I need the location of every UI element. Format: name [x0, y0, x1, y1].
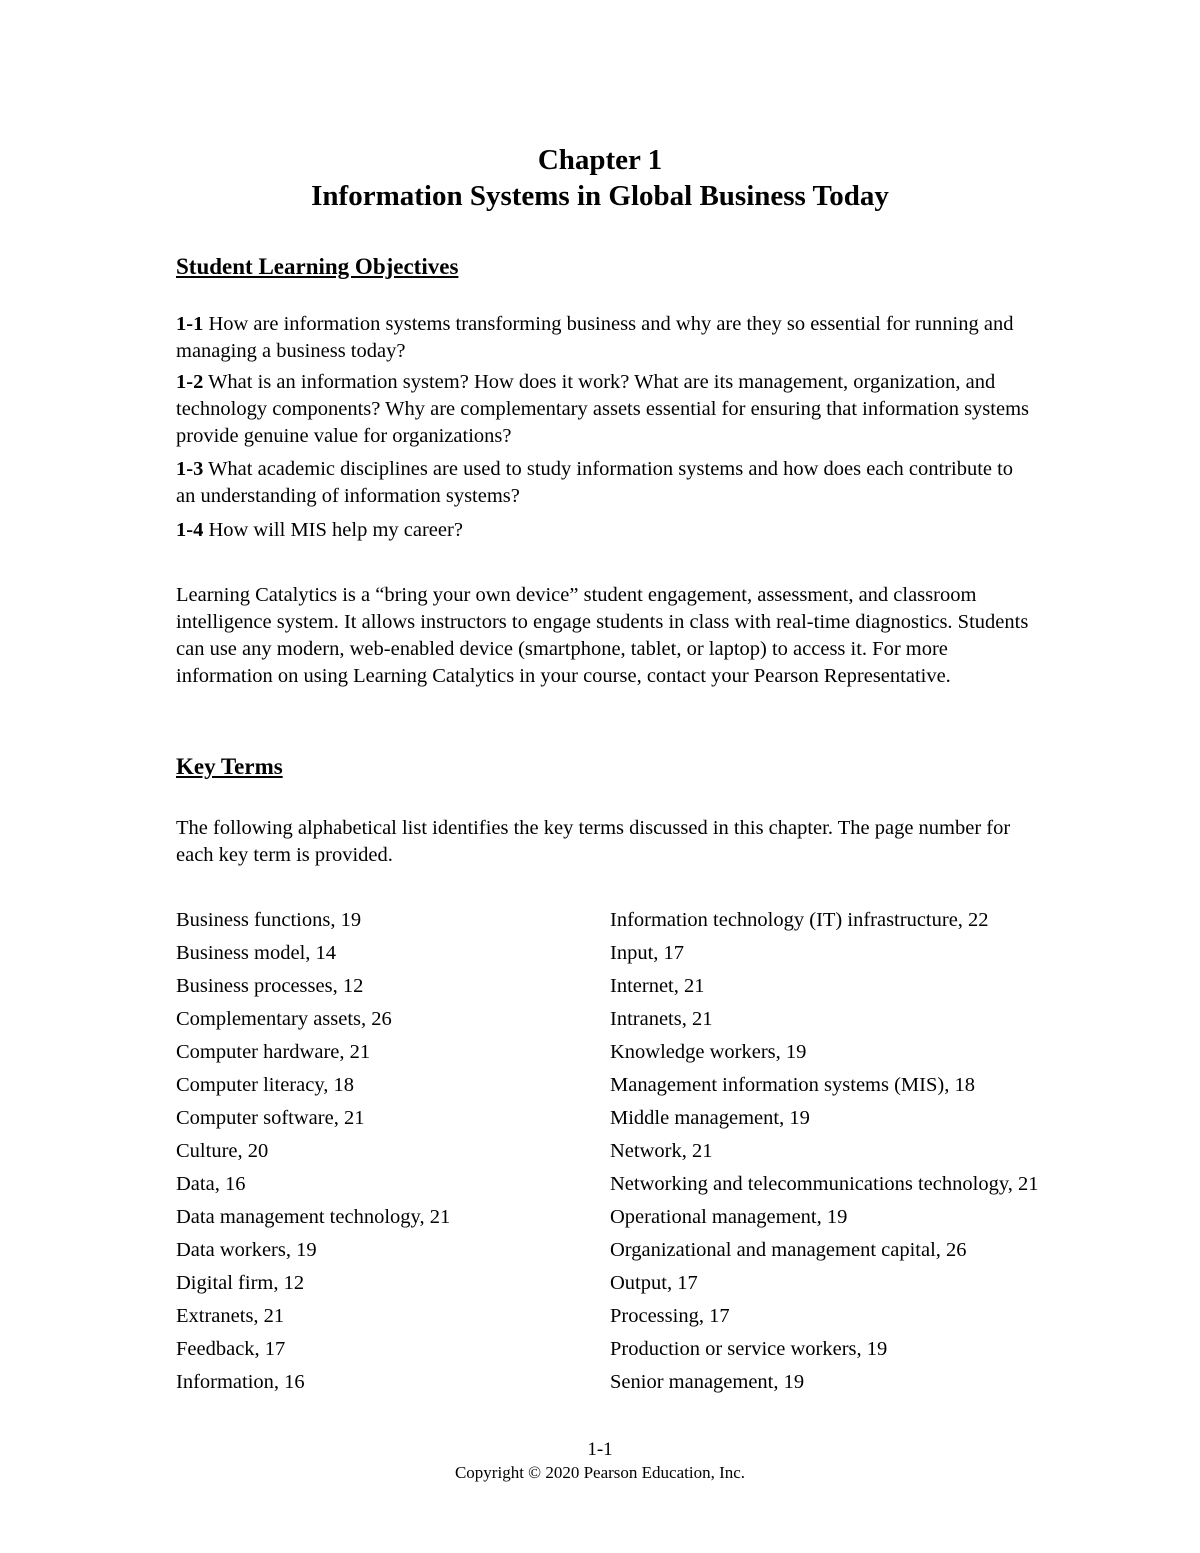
- objective-number: 1-1: [176, 313, 204, 335]
- objective-text: What academic disciplines are used to study information systems and how does each contribute to an understanding of information systems?: [176, 458, 1014, 507]
- key-terms-left-column: [176, 905, 450, 1400]
- key-term: Business model, 14: [176, 942, 337, 964]
- objective-number: 1-2: [176, 371, 204, 393]
- objective-3: [176, 456, 1036, 510]
- key-term: Processing, 17: [610, 1305, 730, 1327]
- key-term: Complementary assets, 26: [176, 1008, 392, 1030]
- chapter-title: Information Systems in Global Business Today: [311, 180, 889, 212]
- key-term: Input, 17: [610, 942, 685, 964]
- objective-text: How are information systems transforming business and why are they so essential for running and managing a business today?: [176, 313, 1014, 362]
- objective-2: [176, 369, 1036, 450]
- key-terms-intro: The following alphabetical list identifies the key terms discussed in this chapter. The page number for each key term is provided.: [176, 817, 1011, 866]
- chapter-number: Chapter 1: [537, 144, 663, 176]
- key-term: Information technology (IT) infrastructure, 22: [610, 909, 989, 931]
- objective-text: What is an information system? How does it work? What are its management, organization, and technology components? Why are complementary assets essential for ensuring that information systems provide genuine value for organizations?: [176, 371, 1030, 447]
- key-terms-heading: Key Terms: [176, 754, 283, 779]
- key-term: Data workers, 19: [176, 1239, 317, 1261]
- objective-4: [176, 517, 1036, 544]
- objective-number: 1-4: [176, 519, 204, 541]
- objectives-heading: Student Learning Objectives: [176, 254, 459, 279]
- key-term: Digital firm, 12: [176, 1272, 305, 1294]
- key-term: Computer literacy, 18: [176, 1074, 354, 1096]
- key-term: Network, 21: [610, 1140, 713, 1162]
- key-term: Business functions, 19: [176, 909, 362, 931]
- key-term: Intranets, 21: [610, 1008, 713, 1030]
- key-term: Data, 16: [176, 1173, 246, 1195]
- key-term: Networking and telecommunications technology, 21: [610, 1173, 1039, 1195]
- key-term: Operational management, 19: [610, 1206, 848, 1228]
- key-term: Business processes, 12: [176, 975, 364, 997]
- copyright-notice: Copyright © 2020 Pearson Education, Inc.: [454, 1463, 746, 1482]
- objective-number: 1-3: [176, 458, 204, 480]
- key-term: Senior management, 19: [610, 1371, 805, 1393]
- key-term: Extranets, 21: [176, 1305, 285, 1327]
- key-term: Middle management, 19: [610, 1107, 810, 1129]
- page-number: 1-1: [587, 1439, 613, 1460]
- key-term: Production or service workers, 19: [610, 1338, 888, 1360]
- key-term: Feedback, 17: [176, 1338, 286, 1360]
- key-term: Organizational and management capital, 26: [610, 1239, 967, 1261]
- catalytics-paragraph: Learning Catalytics is a “bring your own device” student engagement, assessment, and classroom intelligence system. It allows instructors to engage students in class with real-time diagnostics. Students can use any modern, web-enabled device (smartphone, tablet, or laptop) to access it. For more information on using Learning Catalytics in your course, contact your Pearson Representative.: [176, 584, 1029, 687]
- key-term: Computer hardware, 21: [176, 1041, 371, 1063]
- key-term: Information, 16: [176, 1371, 305, 1393]
- key-terms-right-column: [610, 905, 1039, 1400]
- key-term: Culture, 20: [176, 1140, 269, 1162]
- key-term: Internet, 21: [610, 975, 705, 997]
- key-term: Knowledge workers, 19: [610, 1041, 807, 1063]
- key-term: Output, 17: [610, 1272, 698, 1294]
- key-term: Management information systems (MIS), 18: [610, 1074, 975, 1096]
- key-term: Computer software, 21: [176, 1107, 365, 1129]
- objective-text: How will MIS help my career?: [203, 519, 463, 541]
- objective-1: [176, 311, 1036, 365]
- key-term: Data management technology, 21: [176, 1206, 451, 1228]
